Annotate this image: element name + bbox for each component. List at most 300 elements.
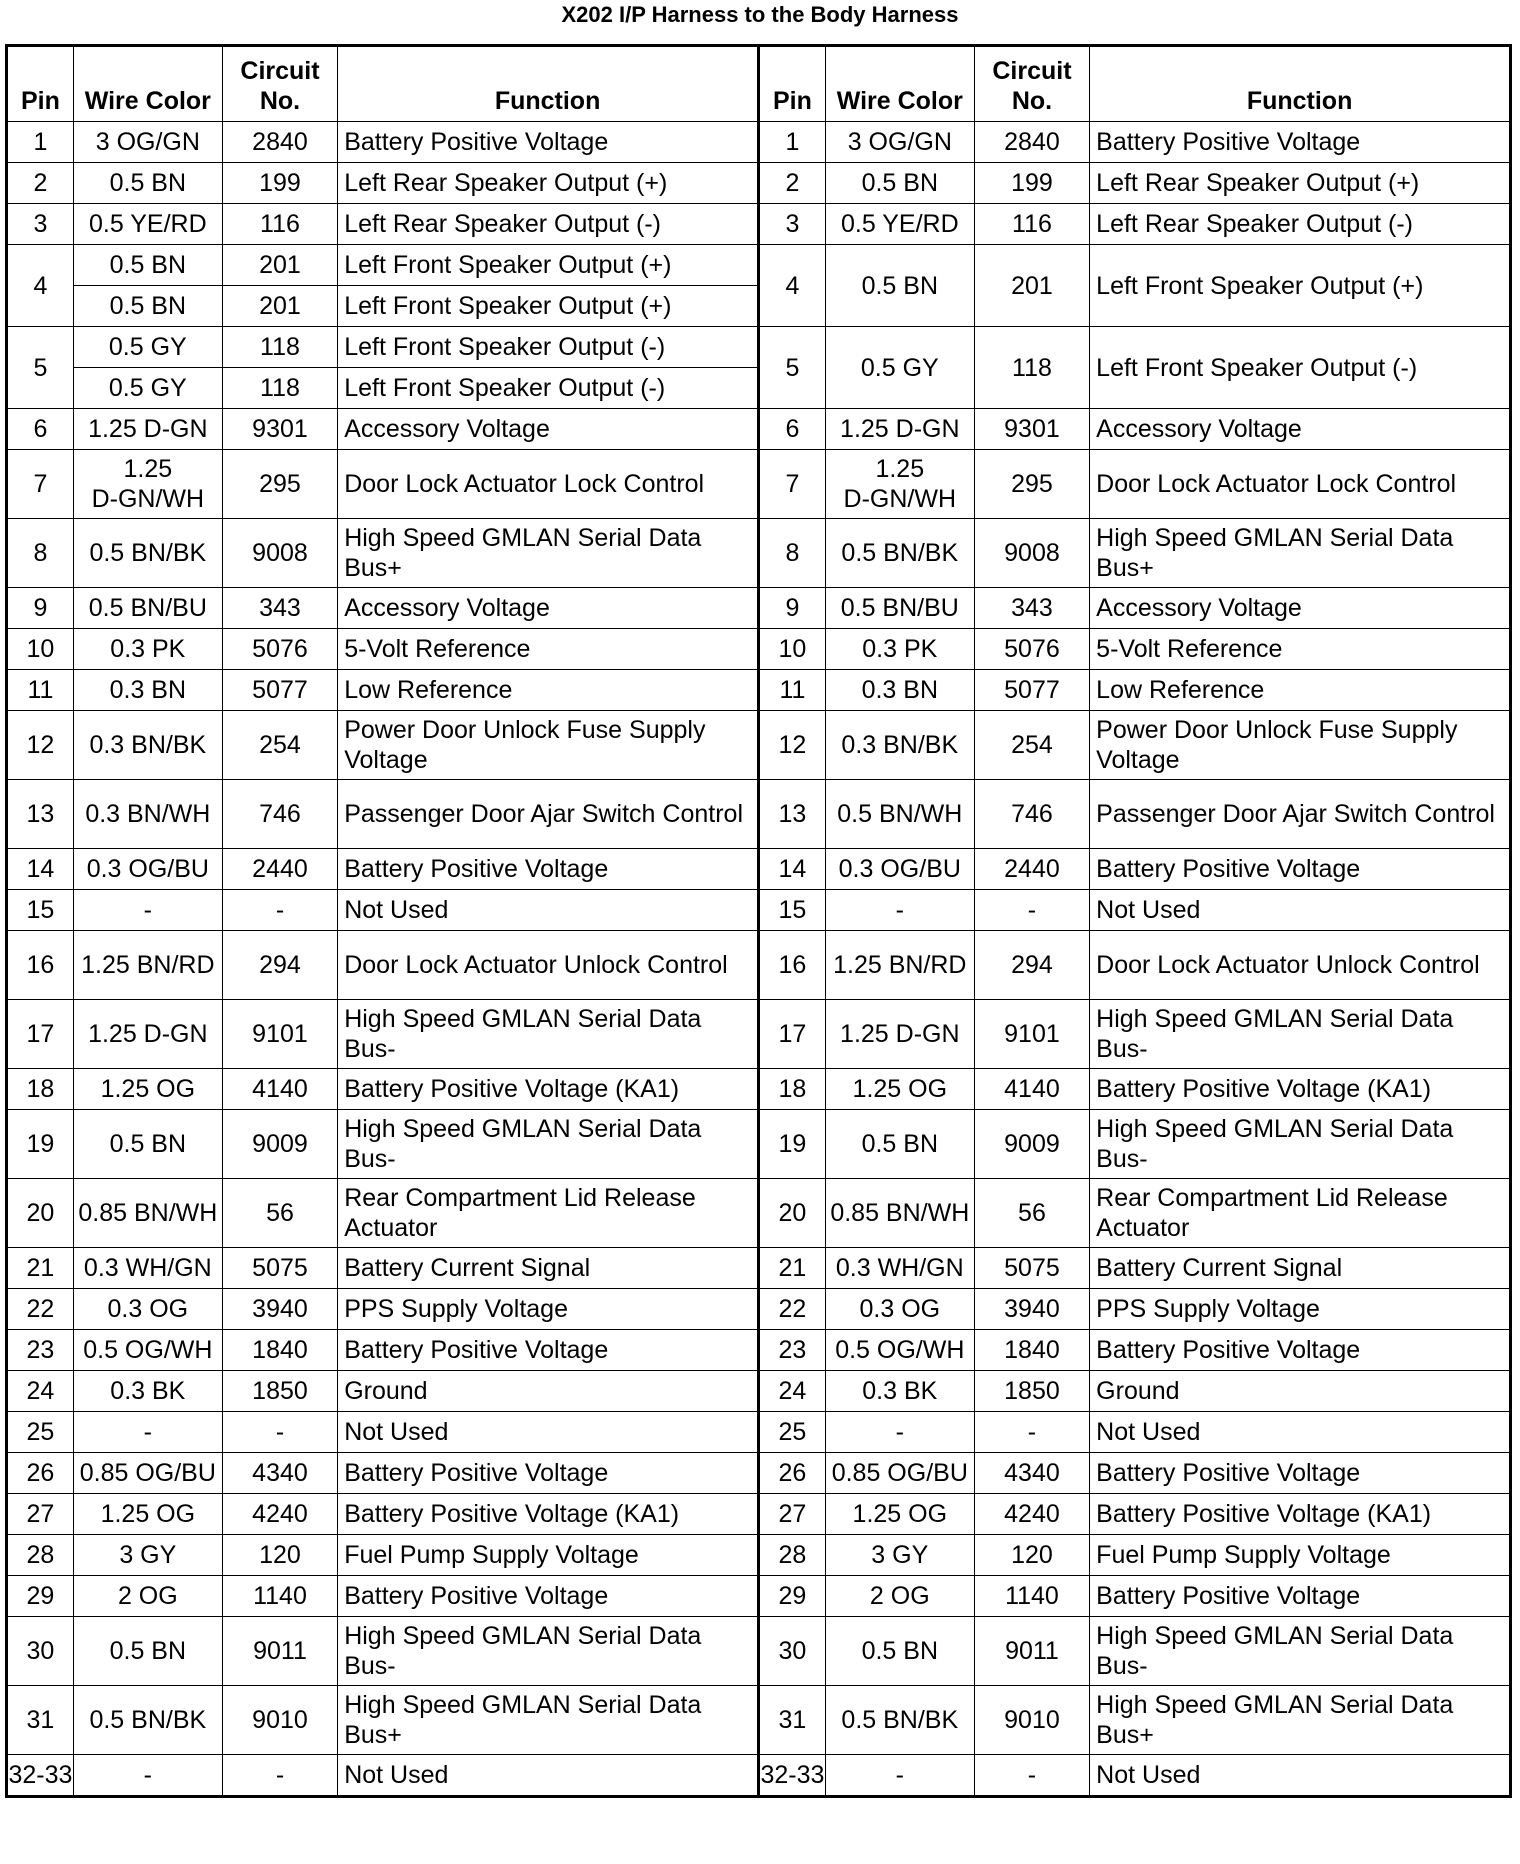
table-row xyxy=(7,1755,1511,1797)
wire-color-cell: 0.5 BN xyxy=(825,1110,974,1179)
pin-cell: 15 xyxy=(7,890,74,931)
function-cell: Power Door Unlock Fuse Supply Voltage xyxy=(1090,711,1511,780)
circuit-cell: 295 xyxy=(974,450,1089,519)
wire-color-cell: 0.5 BN/BU xyxy=(73,588,222,629)
wire-color-cell: 0.3 BN/BK xyxy=(73,711,222,780)
circuit-cell: 2440 xyxy=(974,849,1089,890)
table-row xyxy=(7,890,1511,931)
circuit-cell: 56 xyxy=(974,1179,1089,1248)
wire-color-cell: 1.25 OG xyxy=(73,1494,222,1535)
wire-color-cell: 0.3 PK xyxy=(825,629,974,670)
wire-color-cell: 3 GY xyxy=(825,1535,974,1576)
wire-color-cell: 0.5 BN/WH xyxy=(825,780,974,849)
pin-cell: 16 xyxy=(7,931,74,1000)
table-row xyxy=(7,588,1511,629)
wire-color-cell: 0.3 OG xyxy=(73,1289,222,1330)
circuit-cell: 199 xyxy=(222,163,337,204)
pin-cell: 20 xyxy=(7,1179,74,1248)
table-row xyxy=(7,1000,1511,1069)
pin-cell: 32-33 xyxy=(758,1755,825,1797)
circuit-cell: 1850 xyxy=(974,1371,1089,1412)
circuit-cell: - xyxy=(222,1755,337,1797)
pin-cell: 2 xyxy=(7,163,74,204)
pin-cell: 25 xyxy=(7,1412,74,1453)
circuit-cell: 294 xyxy=(974,931,1089,1000)
circuit-cell: 201 xyxy=(222,286,337,327)
circuit-cell: 746 xyxy=(222,780,337,849)
pin-cell: 18 xyxy=(758,1069,825,1110)
wire-color-cell: 1.25 D-GN xyxy=(73,1000,222,1069)
function-cell: Passenger Door Ajar Switch Control xyxy=(338,780,759,849)
wire-color-cell: 0.3 WH/GN xyxy=(825,1248,974,1289)
pin-cell: 5 xyxy=(758,327,825,409)
wire-color-cell: 0.3 WH/GN xyxy=(73,1248,222,1289)
wire-color-cell: 0.3 BN/WH xyxy=(73,780,222,849)
pin-cell: 11 xyxy=(758,670,825,711)
pin-cell: 27 xyxy=(7,1494,74,1535)
circuit-cell: 5076 xyxy=(222,629,337,670)
pin-cell: 29 xyxy=(7,1576,74,1617)
function-cell: High Speed GMLAN Serial Data Bus- xyxy=(338,1617,759,1686)
wire-color-cell: 3 OG/GN xyxy=(825,122,974,163)
table-row xyxy=(7,780,1511,849)
circuit-cell: - xyxy=(974,890,1089,931)
circuit-cell: - xyxy=(974,1412,1089,1453)
pin-cell: 16 xyxy=(758,931,825,1000)
pin-cell: 17 xyxy=(758,1000,825,1069)
function-cell: High Speed GMLAN Serial Data Bus+ xyxy=(1090,1686,1511,1755)
function-cell: Door Lock Actuator Unlock Control xyxy=(1090,931,1511,1000)
table-row xyxy=(7,1494,1511,1535)
wire-color-cell: 1.25 D-GN/WH xyxy=(73,450,222,519)
function-cell: Ground xyxy=(1090,1371,1511,1412)
pin-cell: 5 xyxy=(7,327,74,409)
pin-cell: 7 xyxy=(7,450,74,519)
function-cell: High Speed GMLAN Serial Data Bus+ xyxy=(338,519,759,588)
wire-color-cell: - xyxy=(73,890,222,931)
pin-cell: 26 xyxy=(758,1453,825,1494)
pin-cell: 31 xyxy=(758,1686,825,1755)
table-row xyxy=(7,670,1511,711)
function-cell: Ground xyxy=(338,1371,759,1412)
pin-cell: 30 xyxy=(758,1617,825,1686)
wire-color-cell: 0.5 BN/BK xyxy=(73,519,222,588)
function-cell: High Speed GMLAN Serial Data Bus- xyxy=(338,1000,759,1069)
table-row xyxy=(7,849,1511,890)
wire-color-cell: 0.85 BN/WH xyxy=(825,1179,974,1248)
pin-cell: 28 xyxy=(7,1535,74,1576)
pin-cell: 7 xyxy=(758,450,825,519)
function-cell: Passenger Door Ajar Switch Control xyxy=(1090,780,1511,849)
function-cell: Battery Positive Voltage xyxy=(1090,1330,1511,1371)
wire-color-cell: - xyxy=(825,890,974,931)
circuit-cell: 5077 xyxy=(222,670,337,711)
pin-cell: 27 xyxy=(758,1494,825,1535)
wire-color-cell: 0.5 GY xyxy=(825,327,974,409)
pin-cell: 20 xyxy=(758,1179,825,1248)
wire-color-cell: 0.85 BN/WH xyxy=(73,1179,222,1248)
table-row xyxy=(7,204,1511,245)
function-cell: Left Rear Speaker Output (-) xyxy=(338,204,759,245)
circuit-cell: 9011 xyxy=(222,1617,337,1686)
function-cell: High Speed GMLAN Serial Data Bus- xyxy=(1090,1000,1511,1069)
function-cell: Battery Positive Voltage (KA1) xyxy=(1090,1494,1511,1535)
pin-cell: 31 xyxy=(7,1686,74,1755)
table-row xyxy=(7,1110,1511,1179)
header-function: Function xyxy=(1090,46,1511,122)
table-row xyxy=(7,1289,1511,1330)
function-cell: Not Used xyxy=(338,1412,759,1453)
function-cell: Battery Positive Voltage xyxy=(1090,1453,1511,1494)
pin-cell: 26 xyxy=(7,1453,74,1494)
pin-cell: 14 xyxy=(758,849,825,890)
table-row xyxy=(7,1179,1511,1248)
function-cell: Not Used xyxy=(338,890,759,931)
wire-color-cell: 1.25 D-GN/WH xyxy=(825,450,974,519)
pin-cell: 12 xyxy=(7,711,74,780)
table-row xyxy=(7,1248,1511,1289)
pin-cell: 19 xyxy=(758,1110,825,1179)
pin-cell: 2 xyxy=(758,163,825,204)
function-cell: Door Lock Actuator Lock Control xyxy=(1090,450,1511,519)
wire-color-cell: 0.85 OG/BU xyxy=(73,1453,222,1494)
pin-cell: 22 xyxy=(7,1289,74,1330)
pin-cell: 28 xyxy=(758,1535,825,1576)
wire-color-cell: 1.25 D-GN xyxy=(825,409,974,450)
wire-color-cell: 0.5 BN xyxy=(825,1617,974,1686)
circuit-cell: 1850 xyxy=(222,1371,337,1412)
circuit-cell: 343 xyxy=(222,588,337,629)
wire-color-cell: 0.3 BK xyxy=(73,1371,222,1412)
circuit-cell: 9008 xyxy=(974,519,1089,588)
wire-color-cell: - xyxy=(73,1412,222,1453)
pin-cell: 19 xyxy=(7,1110,74,1179)
circuit-cell: 9010 xyxy=(974,1686,1089,1755)
wire-color-cell: - xyxy=(73,1755,222,1797)
header-function: Function xyxy=(338,46,759,122)
wire-color-cell: 0.5 BN xyxy=(825,245,974,327)
wire-color-cell: 1.25 OG xyxy=(825,1494,974,1535)
function-cell: Battery Positive Voltage xyxy=(338,122,759,163)
wire-color-cell: 1.25 D-GN xyxy=(73,409,222,450)
header-wire-color: Wire Color xyxy=(825,46,974,122)
circuit-cell: 116 xyxy=(222,204,337,245)
function-cell: High Speed GMLAN Serial Data Bus+ xyxy=(338,1686,759,1755)
function-cell: Low Reference xyxy=(1090,670,1511,711)
function-cell: Fuel Pump Supply Voltage xyxy=(338,1535,759,1576)
circuit-cell: 118 xyxy=(222,368,337,409)
circuit-cell: 201 xyxy=(974,245,1089,327)
header-pin: Pin xyxy=(758,46,825,122)
function-cell: Battery Positive Voltage (KA1) xyxy=(338,1494,759,1535)
circuit-cell: 9010 xyxy=(222,1686,337,1755)
function-cell: Left Rear Speaker Output (+) xyxy=(1090,163,1511,204)
pin-cell: 3 xyxy=(7,204,74,245)
wire-color-cell: 0.3 OG xyxy=(825,1289,974,1330)
wire-color-cell: 2 OG xyxy=(825,1576,974,1617)
function-cell: Rear Compartment Lid Release Actuator xyxy=(338,1179,759,1248)
connector-table xyxy=(5,44,1512,1798)
wire-color-cell: 0.3 OG/BU xyxy=(73,849,222,890)
table-row xyxy=(7,1412,1511,1453)
function-cell: PPS Supply Voltage xyxy=(338,1289,759,1330)
table-row xyxy=(7,711,1511,780)
function-cell: Power Door Unlock Fuse Supply Voltage xyxy=(338,711,759,780)
circuit-cell: 116 xyxy=(974,204,1089,245)
function-cell: Door Lock Actuator Unlock Control xyxy=(338,931,759,1000)
wire-color-cell: 0.5 BN xyxy=(73,245,222,286)
wire-color-cell: 3 GY xyxy=(73,1535,222,1576)
circuit-cell: 9101 xyxy=(222,1000,337,1069)
circuit-cell: 120 xyxy=(974,1535,1089,1576)
wire-color-cell: 0.85 OG/BU xyxy=(825,1453,974,1494)
wire-color-cell: 0.5 OG/WH xyxy=(73,1330,222,1371)
function-cell: 5-Volt Reference xyxy=(338,629,759,670)
circuit-cell: 9009 xyxy=(222,1110,337,1179)
table-row xyxy=(7,327,1511,368)
pin-cell: 3 xyxy=(758,204,825,245)
pin-cell: 22 xyxy=(758,1289,825,1330)
function-cell: Left Rear Speaker Output (-) xyxy=(1090,204,1511,245)
circuit-cell: 56 xyxy=(222,1179,337,1248)
circuit-cell: 1140 xyxy=(974,1576,1089,1617)
wire-color-cell: 0.5 GY xyxy=(73,368,222,409)
pin-cell: 6 xyxy=(758,409,825,450)
circuit-cell: 295 xyxy=(222,450,337,519)
wire-color-cell: 0.5 BN xyxy=(73,1110,222,1179)
table-row xyxy=(7,1617,1511,1686)
table-row xyxy=(7,629,1511,670)
function-cell: Left Front Speaker Output (-) xyxy=(338,368,759,409)
wire-color-cell: - xyxy=(825,1412,974,1453)
circuit-cell: 9008 xyxy=(222,519,337,588)
circuit-cell: 5075 xyxy=(974,1248,1089,1289)
circuit-cell: 1840 xyxy=(222,1330,337,1371)
circuit-cell: 9101 xyxy=(974,1000,1089,1069)
table-row xyxy=(7,122,1511,163)
function-cell: Left Front Speaker Output (+) xyxy=(1090,245,1511,327)
circuit-cell: 2840 xyxy=(974,122,1089,163)
table-title: X202 I/P Harness to the Body Harness xyxy=(561,2,959,27)
wire-color-cell: 0.5 BN xyxy=(73,1617,222,1686)
circuit-cell: 9011 xyxy=(974,1617,1089,1686)
pin-cell: 4 xyxy=(758,245,825,327)
function-cell: Not Used xyxy=(1090,890,1511,931)
circuit-cell: 746 xyxy=(974,780,1089,849)
wire-color-cell: 0.5 BN/BK xyxy=(825,519,974,588)
circuit-cell: 9301 xyxy=(222,409,337,450)
circuit-cell: 3940 xyxy=(974,1289,1089,1330)
wire-color-cell: 0.5 BN xyxy=(73,286,222,327)
circuit-cell: 9009 xyxy=(974,1110,1089,1179)
table-row xyxy=(7,931,1511,1000)
wire-color-cell: 0.3 BK xyxy=(825,1371,974,1412)
pin-cell: 23 xyxy=(758,1330,825,1371)
header-row xyxy=(7,46,1511,122)
pin-cell: 18 xyxy=(7,1069,74,1110)
function-cell: Rear Compartment Lid Release Actuator xyxy=(1090,1179,1511,1248)
pin-cell: 10 xyxy=(7,629,74,670)
circuit-cell: 4340 xyxy=(974,1453,1089,1494)
circuit-cell: 4140 xyxy=(974,1069,1089,1110)
pin-cell: 8 xyxy=(758,519,825,588)
circuit-cell: 2440 xyxy=(222,849,337,890)
table-row xyxy=(7,1069,1511,1110)
wire-color-cell: 0.5 BN xyxy=(73,163,222,204)
wire-color-cell: 3 OG/GN xyxy=(73,122,222,163)
function-cell: Low Reference xyxy=(338,670,759,711)
circuit-cell: 343 xyxy=(974,588,1089,629)
pin-cell: 14 xyxy=(7,849,74,890)
wire-color-cell: 0.3 BN xyxy=(73,670,222,711)
pin-cell: 23 xyxy=(7,1330,74,1371)
pin-cell: 17 xyxy=(7,1000,74,1069)
wire-color-cell: 1.25 OG xyxy=(73,1069,222,1110)
wire-color-cell: 0.5 GY xyxy=(73,327,222,368)
function-cell: Battery Positive Voltage xyxy=(1090,1576,1511,1617)
wire-color-cell: 0.3 BN xyxy=(825,670,974,711)
function-cell: Battery Positive Voltage xyxy=(338,1453,759,1494)
pin-cell: 24 xyxy=(758,1371,825,1412)
table-row xyxy=(7,1371,1511,1412)
header-circuit: Circuit No. xyxy=(974,46,1089,122)
pin-cell: 12 xyxy=(758,711,825,780)
circuit-cell: 5075 xyxy=(222,1248,337,1289)
table-row xyxy=(7,450,1511,519)
function-cell: High Speed GMLAN Serial Data Bus- xyxy=(338,1110,759,1179)
table-row xyxy=(7,163,1511,204)
pin-cell: 32-33 xyxy=(7,1755,74,1797)
table-row xyxy=(7,519,1511,588)
function-cell: Battery Positive Voltage xyxy=(1090,122,1511,163)
pin-cell: 25 xyxy=(758,1412,825,1453)
circuit-cell: 4340 xyxy=(222,1453,337,1494)
table-row xyxy=(7,409,1511,450)
function-cell: Battery Positive Voltage (KA1) xyxy=(338,1069,759,1110)
pin-cell: 6 xyxy=(7,409,74,450)
wire-color-cell: 1.25 OG xyxy=(825,1069,974,1110)
pin-cell: 9 xyxy=(758,588,825,629)
function-cell: Fuel Pump Supply Voltage xyxy=(1090,1535,1511,1576)
function-cell: Left Front Speaker Output (+) xyxy=(338,245,759,286)
pin-cell: 13 xyxy=(758,780,825,849)
function-cell: Battery Current Signal xyxy=(338,1248,759,1289)
header-wire-color: Wire Color xyxy=(73,46,222,122)
circuit-cell: 4240 xyxy=(222,1494,337,1535)
wire-color-cell: 0.5 BN/BU xyxy=(825,588,974,629)
pin-cell: 4 xyxy=(7,245,74,327)
function-cell: Door Lock Actuator Lock Control xyxy=(338,450,759,519)
function-cell: Not Used xyxy=(1090,1412,1511,1453)
wire-color-cell: 0.5 OG/WH xyxy=(825,1330,974,1371)
circuit-cell: - xyxy=(974,1755,1089,1797)
circuit-cell: 254 xyxy=(974,711,1089,780)
circuit-cell: 4140 xyxy=(222,1069,337,1110)
circuit-cell: 3940 xyxy=(222,1289,337,1330)
function-cell: Left Rear Speaker Output (+) xyxy=(338,163,759,204)
function-cell: Not Used xyxy=(338,1755,759,1797)
function-cell: Accessory Voltage xyxy=(338,409,759,450)
table-row xyxy=(7,1535,1511,1576)
wire-color-cell: 0.5 BN/BK xyxy=(73,1686,222,1755)
header-circuit: Circuit No. xyxy=(222,46,337,122)
wire-color-cell: 0.5 YE/RD xyxy=(73,204,222,245)
pin-cell: 13 xyxy=(7,780,74,849)
wire-color-cell: 1.25 D-GN xyxy=(825,1000,974,1069)
function-cell: Battery Positive Voltage xyxy=(338,849,759,890)
function-cell: Battery Positive Voltage (KA1) xyxy=(1090,1069,1511,1110)
wire-color-cell: 0.3 PK xyxy=(73,629,222,670)
function-cell: Accessory Voltage xyxy=(1090,409,1511,450)
function-cell: Not Used xyxy=(1090,1755,1511,1797)
function-cell: Left Front Speaker Output (-) xyxy=(1090,327,1511,409)
header-pin: Pin xyxy=(7,46,74,122)
circuit-cell: 1840 xyxy=(974,1330,1089,1371)
pin-cell: 21 xyxy=(7,1248,74,1289)
wire-color-cell: 2 OG xyxy=(73,1576,222,1617)
pin-cell: 1 xyxy=(758,122,825,163)
function-cell: High Speed GMLAN Serial Data Bus- xyxy=(1090,1617,1511,1686)
function-cell: Battery Current Signal xyxy=(1090,1248,1511,1289)
pin-cell: 21 xyxy=(758,1248,825,1289)
circuit-cell: 118 xyxy=(222,327,337,368)
function-cell: Accessory Voltage xyxy=(338,588,759,629)
circuit-cell: 254 xyxy=(222,711,337,780)
table-row xyxy=(7,245,1511,286)
wire-color-cell: 0.3 OG/BU xyxy=(825,849,974,890)
wire-color-cell: 0.5 BN xyxy=(825,163,974,204)
table-row xyxy=(7,1576,1511,1617)
wire-color-cell: 0.3 BN/BK xyxy=(825,711,974,780)
pin-cell: 30 xyxy=(7,1617,74,1686)
circuit-cell: - xyxy=(222,890,337,931)
pin-cell: 9 xyxy=(7,588,74,629)
circuit-cell: 5077 xyxy=(974,670,1089,711)
function-cell: PPS Supply Voltage xyxy=(1090,1289,1511,1330)
circuit-cell: 9301 xyxy=(974,409,1089,450)
function-cell: 5-Volt Reference xyxy=(1090,629,1511,670)
function-cell: Battery Positive Voltage xyxy=(338,1576,759,1617)
wire-color-cell: 1.25 BN/RD xyxy=(825,931,974,1000)
circuit-cell: 199 xyxy=(974,163,1089,204)
circuit-cell: 201 xyxy=(222,245,337,286)
wire-color-cell: 1.25 BN/RD xyxy=(73,931,222,1000)
circuit-cell: 118 xyxy=(974,327,1089,409)
circuit-cell: 294 xyxy=(222,931,337,1000)
table-row xyxy=(7,1686,1511,1755)
pin-cell: 1 xyxy=(7,122,74,163)
wire-color-cell: - xyxy=(825,1755,974,1797)
circuit-cell: 4240 xyxy=(974,1494,1089,1535)
wire-color-cell: 0.5 BN/BK xyxy=(825,1686,974,1755)
pin-cell: 11 xyxy=(7,670,74,711)
function-cell: Left Front Speaker Output (+) xyxy=(338,286,759,327)
pin-cell: 8 xyxy=(7,519,74,588)
pin-cell: 15 xyxy=(758,890,825,931)
circuit-cell: 1140 xyxy=(222,1576,337,1617)
pin-cell: 29 xyxy=(758,1576,825,1617)
function-cell: High Speed GMLAN Serial Data Bus- xyxy=(1090,1110,1511,1179)
pin-cell: 24 xyxy=(7,1371,74,1412)
pin-cell: 10 xyxy=(758,629,825,670)
table-row xyxy=(7,1330,1511,1371)
circuit-cell: 5076 xyxy=(974,629,1089,670)
function-cell: Battery Positive Voltage xyxy=(338,1330,759,1371)
function-cell: Battery Positive Voltage xyxy=(1090,849,1511,890)
circuit-cell: 120 xyxy=(222,1535,337,1576)
table-row xyxy=(7,1453,1511,1494)
function-cell: Left Front Speaker Output (-) xyxy=(338,327,759,368)
